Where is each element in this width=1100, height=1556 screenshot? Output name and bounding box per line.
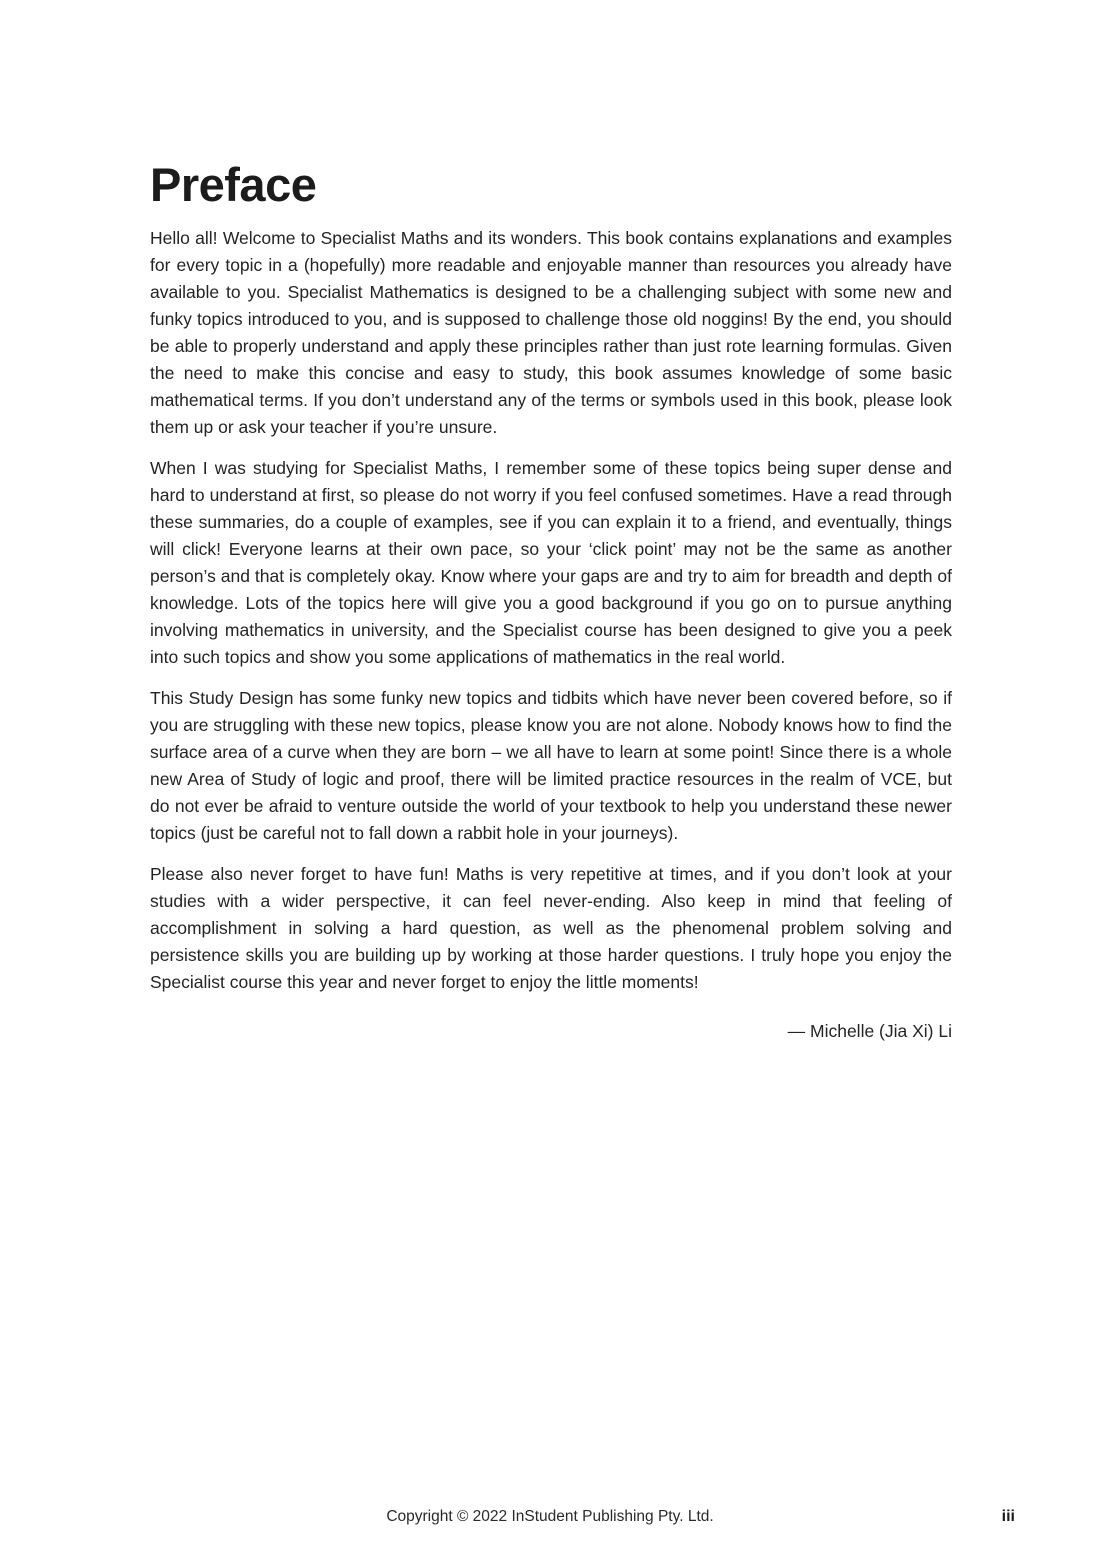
page-number: iii <box>1001 1508 1015 1525</box>
copyright-notice: Copyright © 2022 InStudent Publishing Pty. Ltd. <box>386 1508 714 1525</box>
preface-paragraph: Hello all! Welcome to Specialist Maths and its wonders. This book contains explanations and examples for every topic in a (hopefully) more readable and enjoyable manner than resources you already have available to you. Specialist Mathematics is designed to be a challenging subject with some new and funky topics introduced to you, and is supposed to challenge those old noggins! By the end, you should be able to properly understand and apply these principles rather than just rote learning formulas. Given the need to make this concise and easy to study, this book assumes knowledge of some basic mathematical terms. If you don’t understand any of the terms or symbols used in this book, please look them up or ask your teacher if you’re unsure. <box>150 227 952 437</box>
preface-body <box>150 225 952 996</box>
preface-paragraph: This Study Design has some funky new topics and tidbits which have never been covered before, so if you are struggling with these new topics, please know you are not alone. Nobody knows how to find the surface area of a curve when they are born – we all have to learn at some point! Since there is a whole new Area of Study of logic and proof, there will be limited practice resources in the realm of VCE, but do not ever be afraid to venture outside the world of your textbook to help you understand these newer topics (just be careful not to fall down a rabbit hole in your journeys). <box>150 687 952 843</box>
preface-content <box>150 160 952 1045</box>
preface-paragraph: When I was studying for Specialist Maths, I remember some of these topics being super dense and hard to understand at first, so please do not worry if you feel confused sometimes. Have a read through these summaries, do a couple of examples, see if you can explain it to a friend, and eventually, things will click! Everyone learns at their own pace, so your ‘click point’ may not be the same as another person’s and that is completely okay. Know where your gaps are and try to aim for breadth and depth of knowledge. Lots of the topics here will give you a good background if you go on to pursue anything involving mathematics in university, and the Specialist course has been designed to give you a peek into such topics and show you some applications of mathematics in the real world. <box>150 457 952 667</box>
page-footer <box>0 1508 1100 1538</box>
preface-paragraph: Please also never forget to have fun! Maths is very repetitive at times, and if you don’t look at your studies with a wider perspective, it can feel never-ending. Also keep in mind that feeling of accomplishment in solving a hard question, as well as the phenomenal problem solving and persistence skills you are building up by working at those harder questions. I truly hope you enjoy the Specialist course this year and never forget to enjoy the little moments! <box>150 863 952 992</box>
page-title: Preface <box>150 158 317 211</box>
author-signature: — Michelle (Jia Xi) Li <box>787 1020 952 1041</box>
